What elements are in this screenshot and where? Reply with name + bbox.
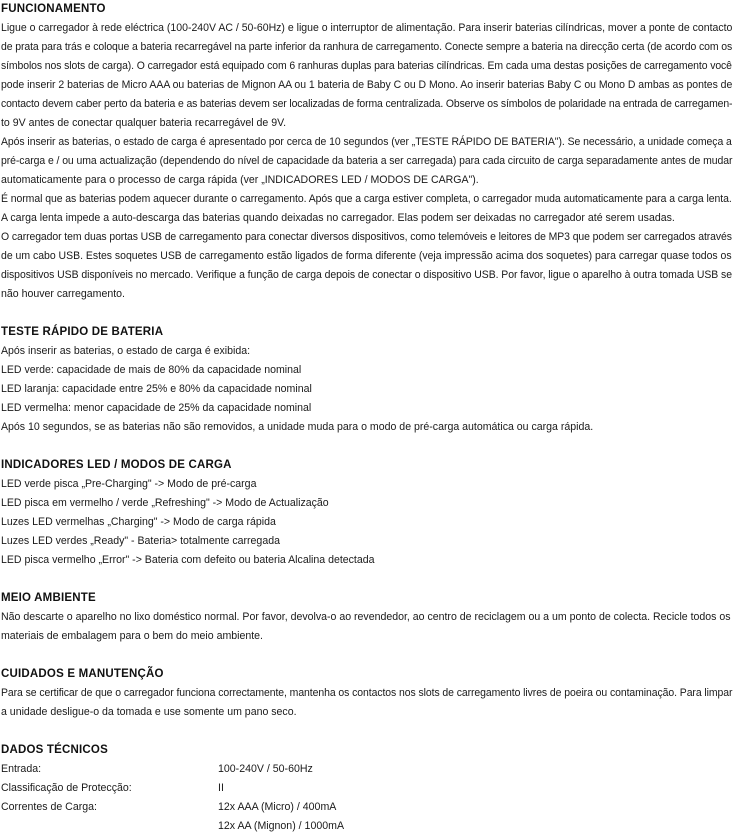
spec-row xyxy=(1,798,733,817)
text-line: a unidade desligue-o da tomada e use somente um pano seco. xyxy=(1,706,297,718)
text-line: A carga lenta impede a auto-descarga das baterias quando deixadas no carregador. Elas podem ser deixadas no carregador até serem usadas. xyxy=(1,212,675,224)
text-line: de um cabo USB. Estes soquetes USB de carregamento estão ligados de forma diferente (veja impressão acima dos soquetes) para carregar quase todos os xyxy=(1,250,732,262)
spec-row xyxy=(1,817,733,836)
section-dados-tecnicos xyxy=(1,741,733,836)
spec-label: Correntes de Carga: xyxy=(1,801,97,813)
section-title: DADOS TÉCNICOS xyxy=(1,744,108,756)
text-line: Após inserir as baterias, o estado de carga é apresentado por cerca de 10 segundos (ver „TESTE RÁPIDO DE BATERIA"). Se necessário, a unidade começa a xyxy=(1,136,732,148)
spec-value: II xyxy=(218,782,224,794)
spacer xyxy=(1,570,733,589)
text-line: LED pisca em vermelho / verde „Refreshing" -> Modo de Actualização xyxy=(1,497,329,509)
section-title: CUIDADOS E MANUTENÇÃO xyxy=(1,668,164,680)
spec-row xyxy=(1,760,733,779)
text-line: LED verde: capacidade de mais de 80% da capacidade nominal xyxy=(1,364,302,376)
text-line: Não descarte o aparelho no lixo doméstico normal. Por favor, devolva-o ao revendedor, ao centro de reciclagem ou a um ponto de colecta. Recicle todos os xyxy=(1,611,731,623)
text-line: LED vermelha: menor capacidade de 25% da capacidade nominal xyxy=(1,402,312,414)
spec-row xyxy=(1,779,733,798)
text-line: não houver carregamento. xyxy=(1,288,125,300)
section-title: FUNCIONAMENTO xyxy=(1,3,106,15)
spacer xyxy=(1,304,733,323)
text-line: É normal que as baterias podem aquecer durante o carregamento. Após que a carga estiver completa, o carregador muda automaticamente para a carga lenta. xyxy=(1,193,732,205)
text-line: O carregador tem duas portas USB de carregamento para conectar diversos dispositivos, como telemóveis e leitores de MP3 que podem ser carregados através xyxy=(1,231,732,243)
section-indicadores-led xyxy=(1,456,733,570)
spec-value: 100-240V / 50-60Hz xyxy=(218,763,313,775)
text-line: Após inserir as baterias, o estado de carga é exibida: xyxy=(1,345,251,357)
text-line: dispositivos USB disponíveis no mercado. Verifique a função de carga depois de conectar o dispositivo USB. Por favor, ligue o aparelho à outra tomada USB se xyxy=(1,269,732,281)
text-line: Para se certificar de que o carregador funciona correctamente, mantenha os contactos nos slots de carregamento livres de poeira ou contaminação. Para limpar xyxy=(1,687,733,699)
section-title: INDICADORES LED / MODOS DE CARGA xyxy=(1,459,232,471)
text-line: automaticamente para o processo de carga rápida (ver „INDICADORES LED / MODOS DE CARGA"). xyxy=(1,174,479,186)
text-line: pré-carga e / ou uma actualização (dependendo do nível de capacidade da bateria a ser carregada) para cada circuito de carga separadamente antes de mudar xyxy=(1,155,733,167)
spec-label: Entrada: xyxy=(1,763,42,775)
section-funcionamento xyxy=(1,0,733,304)
spec-value: 12x AA (Mignon) / 1000mA xyxy=(218,820,345,832)
section-meio-ambiente xyxy=(1,589,733,646)
spec-label: Classificação de Protecção: xyxy=(1,782,132,794)
spec-label xyxy=(1,817,218,836)
section-title: MEIO AMBIENTE xyxy=(1,592,96,604)
section-title: TESTE RÁPIDO DE BATERIA xyxy=(1,326,164,338)
text-line: LED pisca vermelho „Error" -> Bateria com defeito ou bateria Alcalina detectada xyxy=(1,554,375,566)
text-line: símbolos nos slots de carga). O carregador está equipado com 6 ranhuras duplas para baterias cilíndricas. Em cada uma destas posições de carregamento você xyxy=(1,60,732,72)
text-line: LED laranja: capacidade entre 25% e 80% da capacidade nominal xyxy=(1,383,312,395)
text-line: contacto devem caber perto da bateria e as baterias devem ser localizadas de forma centralizada. Observe os símbolos de polaridade na entrada de carregamen- xyxy=(1,98,733,110)
text-line: Após 10 segundos, se as baterias não são removidos, a unidade muda para o modo de pré-carga automática ou carga rápida. xyxy=(1,421,594,433)
text-line: Ligue o carregador à rede eléctrica (100-240V AC / 50-60Hz) e ligue o interruptor de alimentação. Para inserir baterias cilíndricas, mover a ponte de contacto xyxy=(1,22,733,34)
spacer xyxy=(1,722,733,741)
text-line: de prata para trás e coloque a bateria recarregável na parte inferior da ranhura de carregamento. Conecte sempre a bateria na direcção certa (de acordo com os xyxy=(1,41,733,53)
spacer xyxy=(1,646,733,665)
spec-value: 12x AAA (Micro) / 400mA xyxy=(218,801,337,813)
spacer xyxy=(1,437,733,456)
text-line: to 9V antes de conectar qualquer bateria recarregável de 9V. xyxy=(1,117,287,129)
text-line: pode inserir 2 baterias de Micro AAA ou baterias de Mignon AA ou 1 bateria de Baby C ou D Mono. Ao inserir baterias Baby C ou Mono D ambas as pontes de xyxy=(1,79,733,91)
text-line: Luzes LED vermelhas „Charging" -> Modo de carga rápida xyxy=(1,516,276,528)
text-line: materiais de embalagem para o bem do meio ambiente. xyxy=(1,630,264,642)
section-cuidados xyxy=(1,665,733,722)
text-line: LED verde pisca „Pre-Charging" -> Modo de pré-carga xyxy=(1,478,257,490)
section-teste-rapido xyxy=(1,323,733,437)
text-line: Luzes LED verdes „Ready" - Bateria> totalmente carregada xyxy=(1,535,280,547)
